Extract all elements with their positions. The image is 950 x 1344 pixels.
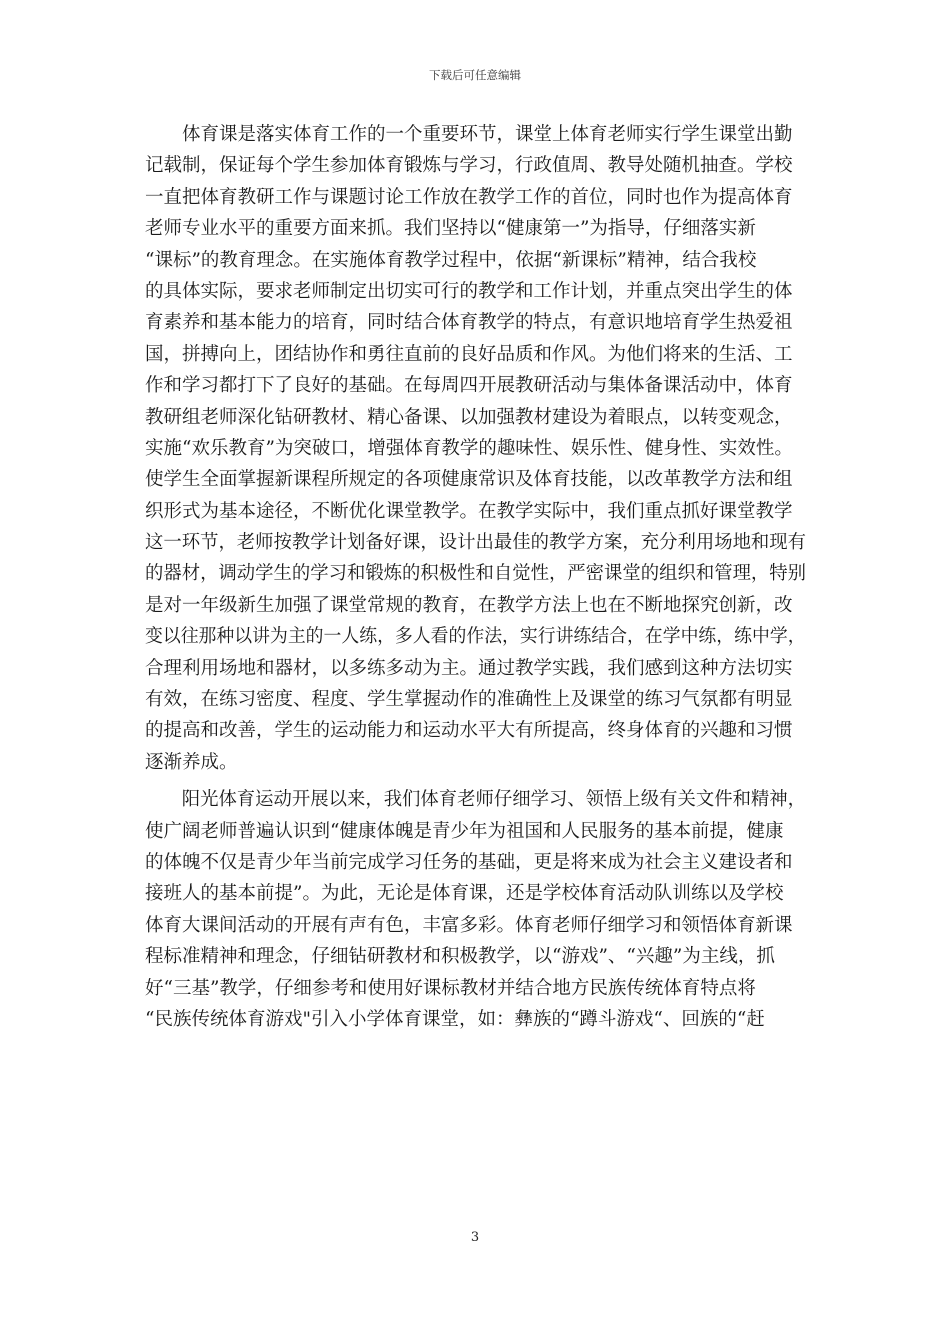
text-line: 一直把体育教研工作与课题讨论工作放在教学工作的首位，同时也作为提高体育 (145, 186, 793, 208)
text-line: 变以往那种以讲为主的一人练，多人看的作法，实行讲练结合，在学中练，练中学， (145, 626, 806, 648)
text-line: 接班人的基本前提”。为此，无论是体育课，还是学校体育活动队训练以及学校 (145, 883, 784, 905)
text-line: 逐渐养成。 (145, 751, 238, 773)
text-line: 实施“欢乐教育”为突破口，增强体育教学的趣味性、娱乐性、健身性、实效性。 (145, 437, 793, 459)
text-line: 使广阔老师普遍认识到“健康体魄是青少年为祖国和人民服务的基本前提，健康 (145, 820, 784, 842)
text-line: 好“三基”教学，仔细参考和使用好课标教材并结合地方民族传统体育特点将 (145, 977, 756, 999)
text-line: 的具体实际，要求老师制定出切实可行的教学和工作计划，并重点突出学生的体 (145, 280, 793, 302)
text-line: 这一环节，老师按教学计划备好课，设计出最佳的教学方案，充分利用场地和现有 (145, 532, 807, 554)
text-line: 有效，在练习密度、程度、学生掌握动作的准确性上及课堂的练习气氛都有明显 (145, 689, 793, 711)
page-number: 3 (470, 1230, 480, 1245)
paragraph (145, 784, 806, 1035)
text-line: 织形式为基本途径，不断优化课堂教学。在教学实际中，我们重点抓好课堂教学 (145, 500, 793, 522)
text-line: 体育课是落实体育工作的一个重要环节，课堂上体育老师实行学生课堂出勤 (145, 124, 793, 145)
body-text (145, 119, 806, 1035)
text-line: 体育大课间活动的开展有声有色，丰富多彩。体育老师仔细学习和领悟体育新课 (145, 914, 793, 936)
text-line: 老师专业水平的重要方面来抓。我们坚持以“健康第一”为指导，仔细落实新 (145, 218, 756, 240)
text-line: 国，拼搏向上，团结协作和勇往直前的良好品质和作风。为他们将来的生活、工 (145, 343, 793, 365)
text-line: 是对一年级新生加强了课堂常规的教育，在教学方法上也在不断地探究创新，改 (145, 594, 793, 616)
text-line: 阳光体育运动开展以来，我们体育老师仔细学习、领悟上级有关文件和精神， (145, 789, 807, 811)
text-line: 的体魄不仅是青少年当前完成学习任务的基础，更是将来成为社会主义建设者和 (145, 851, 793, 873)
text-line: 作和学习都打下了良好的基础。在每周四开展教研活动与集体备课活动中，体育 (145, 375, 793, 397)
paragraph (145, 119, 806, 778)
text-line: “民族传统体育游戏"引入小学体育课堂，如：彝族的“蹲斗游戏“、回族的“赶 (145, 1008, 765, 1030)
text-line: 教研组老师深化钻研教材、精心备课、以加强教材建设为着眼点，以转变观念， (145, 406, 793, 428)
text-line: “课标”的教育理念。在实施体育教学过程中，依据“新课标”精神，结合我校 (145, 249, 757, 271)
text-line: 记载制，保证每个学生参加体育锻炼与学习，行政值周、教导处随机抽查。学校 (145, 155, 793, 177)
text-line: 程标准精神和理念，仔细钻研教材和积极教学，以“游戏”、“兴趣”为主线，抓 (145, 946, 775, 968)
page-header: 下载后可任意编辑 (429, 68, 521, 82)
text-line: 的器材，调动学生的学习和锻炼的积极性和自觉性，严密课堂的组织和管理，特别 (145, 563, 807, 585)
text-line: 的提高和改善，学生的运动能力和运动水平大有所提高，终身体育的兴趣和习惯 (145, 720, 793, 742)
text-line: 使学生全面掌握新课程所规定的各项健康常识及体育技能，以改革教学方法和组 (145, 469, 793, 491)
text-line: 合理利用场地和器材，以多练多动为主。通过教学实践，我们感到这种方法切实 (145, 657, 793, 679)
text-line: 育素养和基本能力的培育，同时结合体育教学的特点，有意识地培育学生热爱祖 (145, 312, 793, 334)
